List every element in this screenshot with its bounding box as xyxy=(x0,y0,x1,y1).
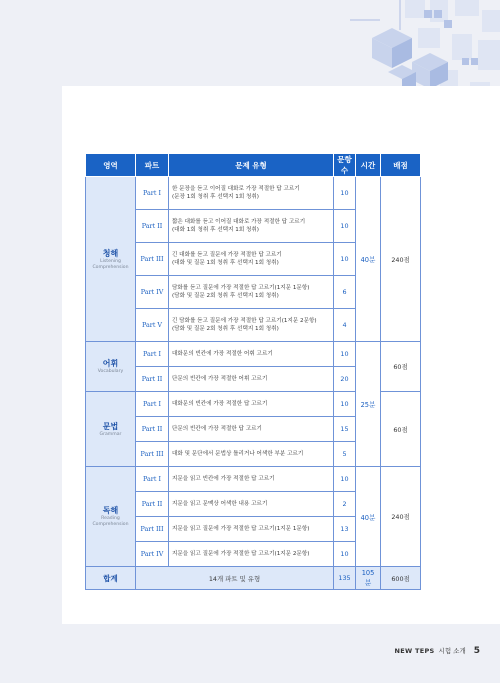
question-count: 10 xyxy=(334,342,356,367)
header-score: 배점 xyxy=(381,154,421,177)
question-count: 10 xyxy=(334,542,356,567)
footer-subtitle: 시험 소개 xyxy=(438,647,466,655)
area-english-name: Listening Comprehension xyxy=(92,258,129,270)
area-english-name: Vocabulary xyxy=(97,369,124,374)
question-type: 단문의 빈칸에 가장 적절한 답 고르기 xyxy=(169,417,334,442)
area-english-name: Grammar xyxy=(99,431,122,437)
area-english-name: Reading Comprehension xyxy=(92,516,129,527)
part-label: Part II xyxy=(136,367,169,392)
question-type: 담화를 듣고 질문에 가장 적절한 답 고르기(1지문 1문항) (담화 및 질문 2회 청취 후 선택지 1회 청취) xyxy=(169,276,334,309)
question-type: 지문을 읽고 질문에 가장 적절한 답 고르기(1지문 2문항) xyxy=(169,542,334,567)
question-count: 2 xyxy=(334,492,356,517)
question-type: 긴 담화를 듣고 질문에 가장 적절한 답 고르기(1지문 2문항) (담화 및 질문 2회 청취 후 선택지 1회 청취) xyxy=(169,309,334,342)
area-cell-grammar xyxy=(86,392,136,467)
part-label: Part V xyxy=(136,309,169,342)
part-label: Part IV xyxy=(136,542,169,567)
question-count: 15 xyxy=(334,417,356,442)
table-row xyxy=(86,467,421,492)
question-count: 20 xyxy=(334,367,356,392)
part-label: Part II xyxy=(136,417,169,442)
score-cell: 240점 xyxy=(381,467,421,567)
question-count: 10 xyxy=(334,392,356,417)
question-count: 10 xyxy=(334,177,356,210)
part-label: Part II xyxy=(136,210,169,243)
area-name: 청해 xyxy=(102,248,119,258)
header-question-count: 문항 수 xyxy=(334,154,356,177)
part-label: Part I xyxy=(136,342,169,367)
teps-structure-table xyxy=(85,153,421,590)
total-description: 14개 파트 및 유형 xyxy=(136,567,334,590)
total-row xyxy=(86,567,421,590)
question-type: 단문의 빈칸에 가장 적절한 어휘 고르기 xyxy=(169,367,334,392)
question-count: 10 xyxy=(334,467,356,492)
question-type: 대화문의 빈칸에 가장 적절한 답 고르기 xyxy=(169,392,334,417)
part-label: Part I xyxy=(136,177,169,210)
total-time: 105분 xyxy=(356,567,381,590)
question-count: 5 xyxy=(334,442,356,467)
part-label: Part IV xyxy=(136,276,169,309)
question-type: 지문을 읽고 빈칸에 가장 적절한 답 고르기 xyxy=(169,467,334,492)
question-count: 13 xyxy=(334,517,356,542)
area-name: 어휘 xyxy=(102,359,119,368)
score-cell: 60점 xyxy=(381,392,421,467)
table-row xyxy=(86,342,421,367)
time-cell: 25분 xyxy=(356,342,381,467)
question-type: 한 문장을 듣고 이어질 대화로 가장 적절한 답 고르기 (문장 1회 청취 후 선택지 1회 청취) xyxy=(169,177,334,210)
question-type: 지문을 읽고 문맥상 어색한 내용 고르기 xyxy=(169,492,334,517)
table-header-row xyxy=(86,154,421,177)
part-label: Part III xyxy=(136,442,169,467)
score-cell: 60점 xyxy=(381,342,421,392)
question-count: 10 xyxy=(334,243,356,276)
total-question-count: 135 xyxy=(334,567,356,590)
part-label: Part I xyxy=(136,467,169,492)
question-type: 지문을 읽고 질문에 가장 적절한 답 고르기(1지문 1문항) xyxy=(169,517,334,542)
question-type: 짧은 대화를 듣고 이어질 대화로 가장 적절한 답 고르기 (대화 1회 청취 후 선택지 1회 청취) xyxy=(169,210,334,243)
question-type: 대화문의 빈칸에 가장 적절한 어휘 고르기 xyxy=(169,342,334,367)
footer-brand: NEW TEPS xyxy=(394,647,435,655)
part-label: Part I xyxy=(136,392,169,417)
question-type: 긴 대화를 듣고 질문에 가장 적절한 답 고르기 (대화 및 질문 1회 청취 후 선택지 1회 청취) xyxy=(169,243,334,276)
question-count: 6 xyxy=(334,276,356,309)
header-part: 파트 xyxy=(136,154,169,177)
area-cell-vocabulary xyxy=(86,342,136,392)
part-label: Part II xyxy=(136,492,169,517)
time-cell: 40분 xyxy=(356,467,381,567)
part-label: Part III xyxy=(136,517,169,542)
total-label: 합계 xyxy=(86,567,136,590)
table-row xyxy=(86,177,421,210)
header-time: 시간 xyxy=(356,154,381,177)
page-number: 5 xyxy=(473,646,480,656)
area-name: 독해 xyxy=(102,506,119,515)
header-question-type: 문제 유형 xyxy=(169,154,334,177)
page-footer xyxy=(0,646,480,656)
area-name: 문법 xyxy=(102,421,119,431)
total-score: 600점 xyxy=(381,567,421,590)
question-type: 대화 및 문단에서 문법상 틀리거나 어색한 부분 고르기 xyxy=(169,442,334,467)
score-cell: 240점 xyxy=(381,177,421,342)
area-cell-reading xyxy=(86,467,136,567)
part-label: Part III xyxy=(136,243,169,276)
question-count: 4 xyxy=(334,309,356,342)
time-cell: 40분 xyxy=(356,177,381,342)
area-cell-listening xyxy=(86,177,136,342)
question-count: 10 xyxy=(334,210,356,243)
header-area: 영역 xyxy=(86,154,136,177)
